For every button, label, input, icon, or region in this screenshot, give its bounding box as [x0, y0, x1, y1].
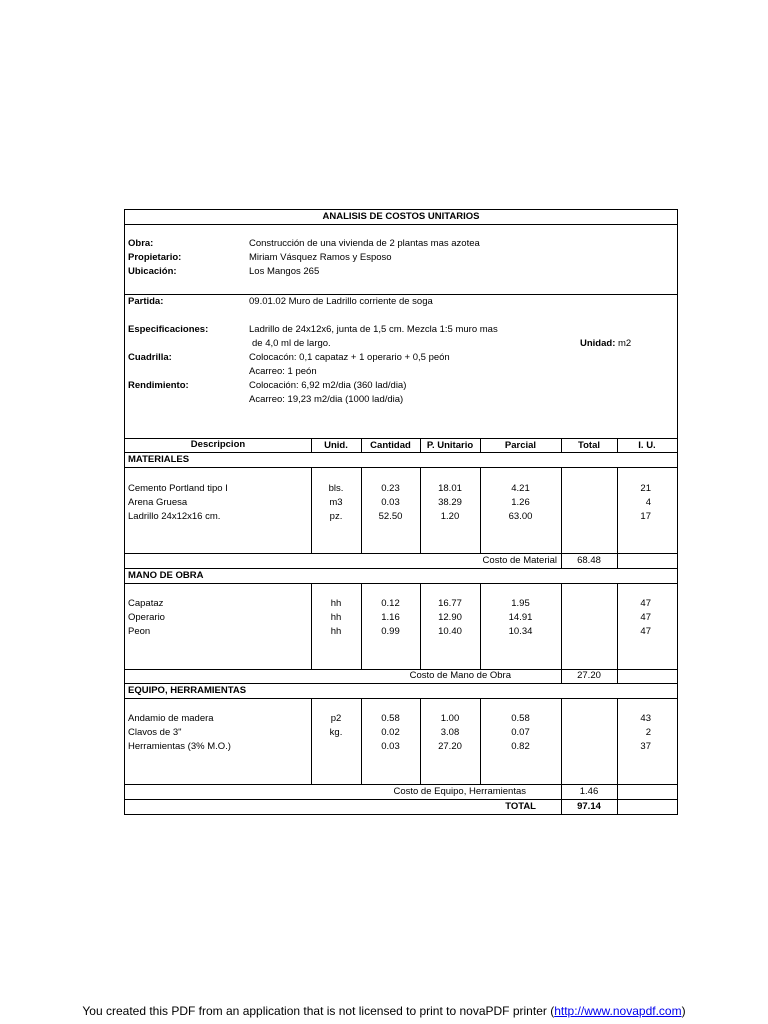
column-divider — [361, 438, 362, 453]
cost-analysis-sheet — [124, 209, 678, 815]
propietario-value: Miriam Vásquez Ramos y Esposo — [249, 252, 392, 263]
sheet-title: ANALISIS DE COSTOS UNITARIOS — [322, 211, 480, 222]
subtotal-value-mano-de-obra: 27.20 — [577, 670, 601, 681]
section-mano-de-obra-cantidad — [361, 597, 420, 639]
partida-value: 09.01.02 Muro de Ladrillo corriente de soga — [249, 296, 433, 307]
table-cell-cantidad: 0.12 — [381, 598, 400, 609]
table-cell-p-unitario: 12.90 — [438, 612, 462, 623]
col-header-unid: Unid. — [324, 440, 348, 451]
col-header-cantidad: Cantidad — [370, 440, 411, 451]
table-cell-unid: bls. — [328, 483, 344, 494]
table-row-desc: Capataz — [128, 598, 164, 609]
novapdf-link[interactable]: http://www.novapdf.com — [554, 1004, 682, 1018]
table-cell-p-unitario: 1.20 — [440, 511, 460, 522]
divider — [125, 224, 677, 225]
table-cell-p-unitario: 3.08 — [440, 727, 460, 738]
partida-label: Partida: — [128, 296, 164, 307]
cuadrilla-value — [249, 351, 450, 379]
divider — [125, 583, 677, 584]
col-header-p-unitario: P. Unitario — [426, 440, 474, 451]
table-row-desc: Arena Gruesa — [128, 497, 188, 508]
rendimiento-value — [249, 379, 406, 407]
especificaciones-label: Especificaciones: — [128, 324, 209, 335]
column-divider — [561, 438, 562, 453]
table-row-desc: Peon — [128, 626, 151, 637]
table-cell-parcial: 14.91 — [508, 612, 533, 623]
section-equipo-parcial — [480, 712, 561, 754]
section-materiales-parcial — [480, 482, 561, 524]
table-cell-p-unitario: 18.01 — [438, 483, 462, 494]
column-divider — [420, 698, 421, 784]
section-equipo-cantidad — [361, 712, 420, 754]
column-divider — [480, 438, 481, 453]
license-footer — [0, 1004, 768, 1018]
table-cell-parcial: 1.95 — [511, 598, 530, 609]
table-cell-unid: m3 — [329, 497, 343, 508]
table-row-desc: Clavos de 3" — [128, 727, 182, 738]
table-cell-iu: 2 — [645, 727, 651, 738]
table-cell-unid: hh — [330, 598, 342, 609]
section-mano-de-obra-unid — [311, 597, 361, 639]
column-divider — [311, 467, 312, 553]
table-cell-iu: 43 — [640, 713, 651, 724]
divider — [125, 452, 677, 453]
ubicacion-value: Los Mangos 265 — [249, 266, 320, 277]
footer-text: You created this PDF from an application that is not licensed to print to novaPDF printer ( — [82, 1004, 555, 1018]
col-header-iu: I. U. — [638, 440, 656, 451]
section-materiales-cantidad — [361, 482, 420, 524]
section-materiales-unid — [311, 482, 361, 524]
table-cell-unid: hh — [330, 626, 342, 637]
table-cell-parcial: 63.00 — [508, 511, 533, 522]
table-cell-p-unitario: 1.00 — [440, 713, 460, 724]
table-cell-iu: 21 — [640, 483, 651, 494]
column-divider — [617, 583, 618, 683]
table-cell-cantidad: 0.03 — [381, 741, 400, 752]
table-cell-p-unitario: 10.40 — [438, 626, 462, 637]
column-divider — [561, 583, 562, 683]
cuadrilla-line-1: Colocacón: 0,1 capataz + 1 operario + 0,5 peón — [249, 352, 450, 363]
project-values — [249, 237, 480, 279]
ubicacion-label: Ubicación: — [128, 266, 177, 277]
table-cell-iu: 4 — [645, 497, 651, 508]
section-title-equipo: EQUIPO, HERRAMIENTAS — [128, 685, 247, 696]
especificaciones-line-2: de 4,0 ml de largo. — [252, 338, 331, 349]
table-row-desc: Herramientas (3% M.O.) — [128, 741, 231, 752]
table-cell-unid: pz. — [329, 511, 343, 522]
column-divider — [311, 583, 312, 669]
column-divider — [561, 467, 562, 568]
column-divider — [561, 698, 562, 814]
total-label: TOTAL — [505, 801, 536, 812]
col-header-parcial: Parcial — [504, 440, 537, 451]
table-cell-parcial: 4.21 — [511, 483, 530, 494]
table-cell-parcial: 10.34 — [508, 626, 533, 637]
section-materiales-descripcion — [128, 482, 228, 524]
divider — [125, 568, 677, 569]
table-cell-parcial: 0.07 — [511, 727, 530, 738]
table-cell-parcial: 1.26 — [511, 497, 530, 508]
table-cell-p-unitario: 27.20 — [438, 741, 462, 752]
rendimiento-line-1: Colocación: 6,92 m2/dia (360 lad/dia) — [249, 380, 407, 391]
table-row-desc: Operario — [128, 612, 165, 623]
table-cell-parcial: 0.58 — [511, 713, 530, 724]
especificaciones-value — [249, 323, 498, 351]
cuadrilla-line-2: Acarreo: 1 peón — [249, 366, 317, 377]
propietario-label: Propietario: — [128, 252, 182, 263]
column-divider — [617, 698, 618, 814]
table-cell-cantidad: 0.99 — [381, 626, 400, 637]
column-divider — [617, 467, 618, 568]
column-divider — [361, 583, 362, 669]
section-title-mano-de-obra: MANO DE OBRA — [128, 570, 204, 581]
column-divider — [420, 583, 421, 669]
table-cell-unid: kg. — [329, 727, 343, 738]
section-mano-de-obra-iu — [617, 597, 651, 639]
table-cell-p-unitario: 16.77 — [438, 598, 462, 609]
column-divider — [480, 698, 481, 784]
column-divider — [480, 467, 481, 553]
subtotal-value-materiales: 68.48 — [577, 555, 601, 566]
divider — [125, 467, 677, 468]
cuadrilla-label: Cuadrilla: — [128, 352, 172, 363]
table-cell-iu: 47 — [640, 612, 651, 623]
unidad — [580, 337, 631, 351]
section-materiales-iu — [617, 482, 651, 524]
table-cell-unid: hh — [330, 612, 342, 623]
subtotal-value-equipo: 1.46 — [579, 786, 599, 797]
subtotal-label-mano-de-obra: Costo de Mano de Obra — [409, 670, 511, 681]
section-equipo-p-unitario — [420, 712, 480, 754]
table-cell-cantidad: 0.58 — [381, 713, 400, 724]
table-row-desc: Andamio de madera — [128, 713, 214, 724]
table-cell-iu: 47 — [640, 598, 651, 609]
subtotal-label-equipo: Costo de Equipo, Herramientas — [393, 786, 526, 797]
section-mano-de-obra-descripcion — [128, 597, 165, 639]
column-divider — [361, 698, 362, 784]
column-divider — [420, 467, 421, 553]
table-cell-parcial: 0.82 — [511, 741, 530, 752]
column-divider — [361, 467, 362, 553]
table-row-desc: Cemento Portland tipo I — [128, 483, 228, 494]
especificaciones-line-1: Ladrillo de 24x12x6, junta de 1,5 cm. Mezcla 1:5 muro mas — [249, 324, 498, 335]
column-divider — [311, 438, 312, 453]
table-cell-cantidad: 0.03 — [381, 497, 400, 508]
table-row-desc: Ladrillo 24x12x16 cm. — [128, 511, 221, 522]
divider — [125, 698, 677, 699]
col-header-total: Total — [578, 440, 600, 451]
column-divider — [480, 583, 481, 669]
section-title-materiales: MATERIALES — [128, 454, 190, 465]
table-cell-unid: p2 — [330, 713, 342, 724]
total-value: 97.14 — [577, 801, 601, 812]
section-equipo-unid — [311, 712, 361, 740]
table-cell-p-unitario: 38.29 — [438, 497, 462, 508]
obra-label: Obra: — [128, 238, 154, 249]
col-header-descripcion: Descripcion — [190, 439, 246, 450]
table-cell-iu: 47 — [640, 626, 651, 637]
section-materiales-p-unitario — [420, 482, 480, 524]
section-equipo-descripcion — [128, 712, 231, 754]
section-equipo-iu — [617, 712, 651, 754]
table-cell-iu: 17 — [640, 511, 651, 522]
unidad-label: Unidad: — [580, 338, 616, 349]
column-divider — [311, 698, 312, 784]
table-cell-cantidad: 0.02 — [381, 727, 400, 738]
footer-text-end: ) — [681, 1004, 686, 1018]
table-cell-iu: 37 — [640, 741, 651, 752]
section-mano-de-obra-p-unitario — [420, 597, 480, 639]
column-divider — [617, 438, 618, 453]
table-cell-cantidad: 52.50 — [378, 511, 403, 522]
table-cell-cantidad: 1.16 — [381, 612, 400, 623]
project-labels — [128, 237, 181, 279]
obra-value: Construcción de una vivienda de 2 plantas mas azotea — [249, 238, 480, 249]
column-divider — [420, 438, 421, 453]
subtotal-label-materiales: Costo de Material — [482, 555, 557, 566]
table-cell-cantidad: 0.23 — [381, 483, 400, 494]
rendimiento-line-2: Acarreo: 19,23 m2/dia (1000 lad/dia) — [249, 394, 404, 405]
unidad-value: m2 — [618, 338, 632, 349]
rendimiento-label: Rendimiento: — [128, 380, 189, 391]
section-mano-de-obra-parcial — [480, 597, 561, 639]
